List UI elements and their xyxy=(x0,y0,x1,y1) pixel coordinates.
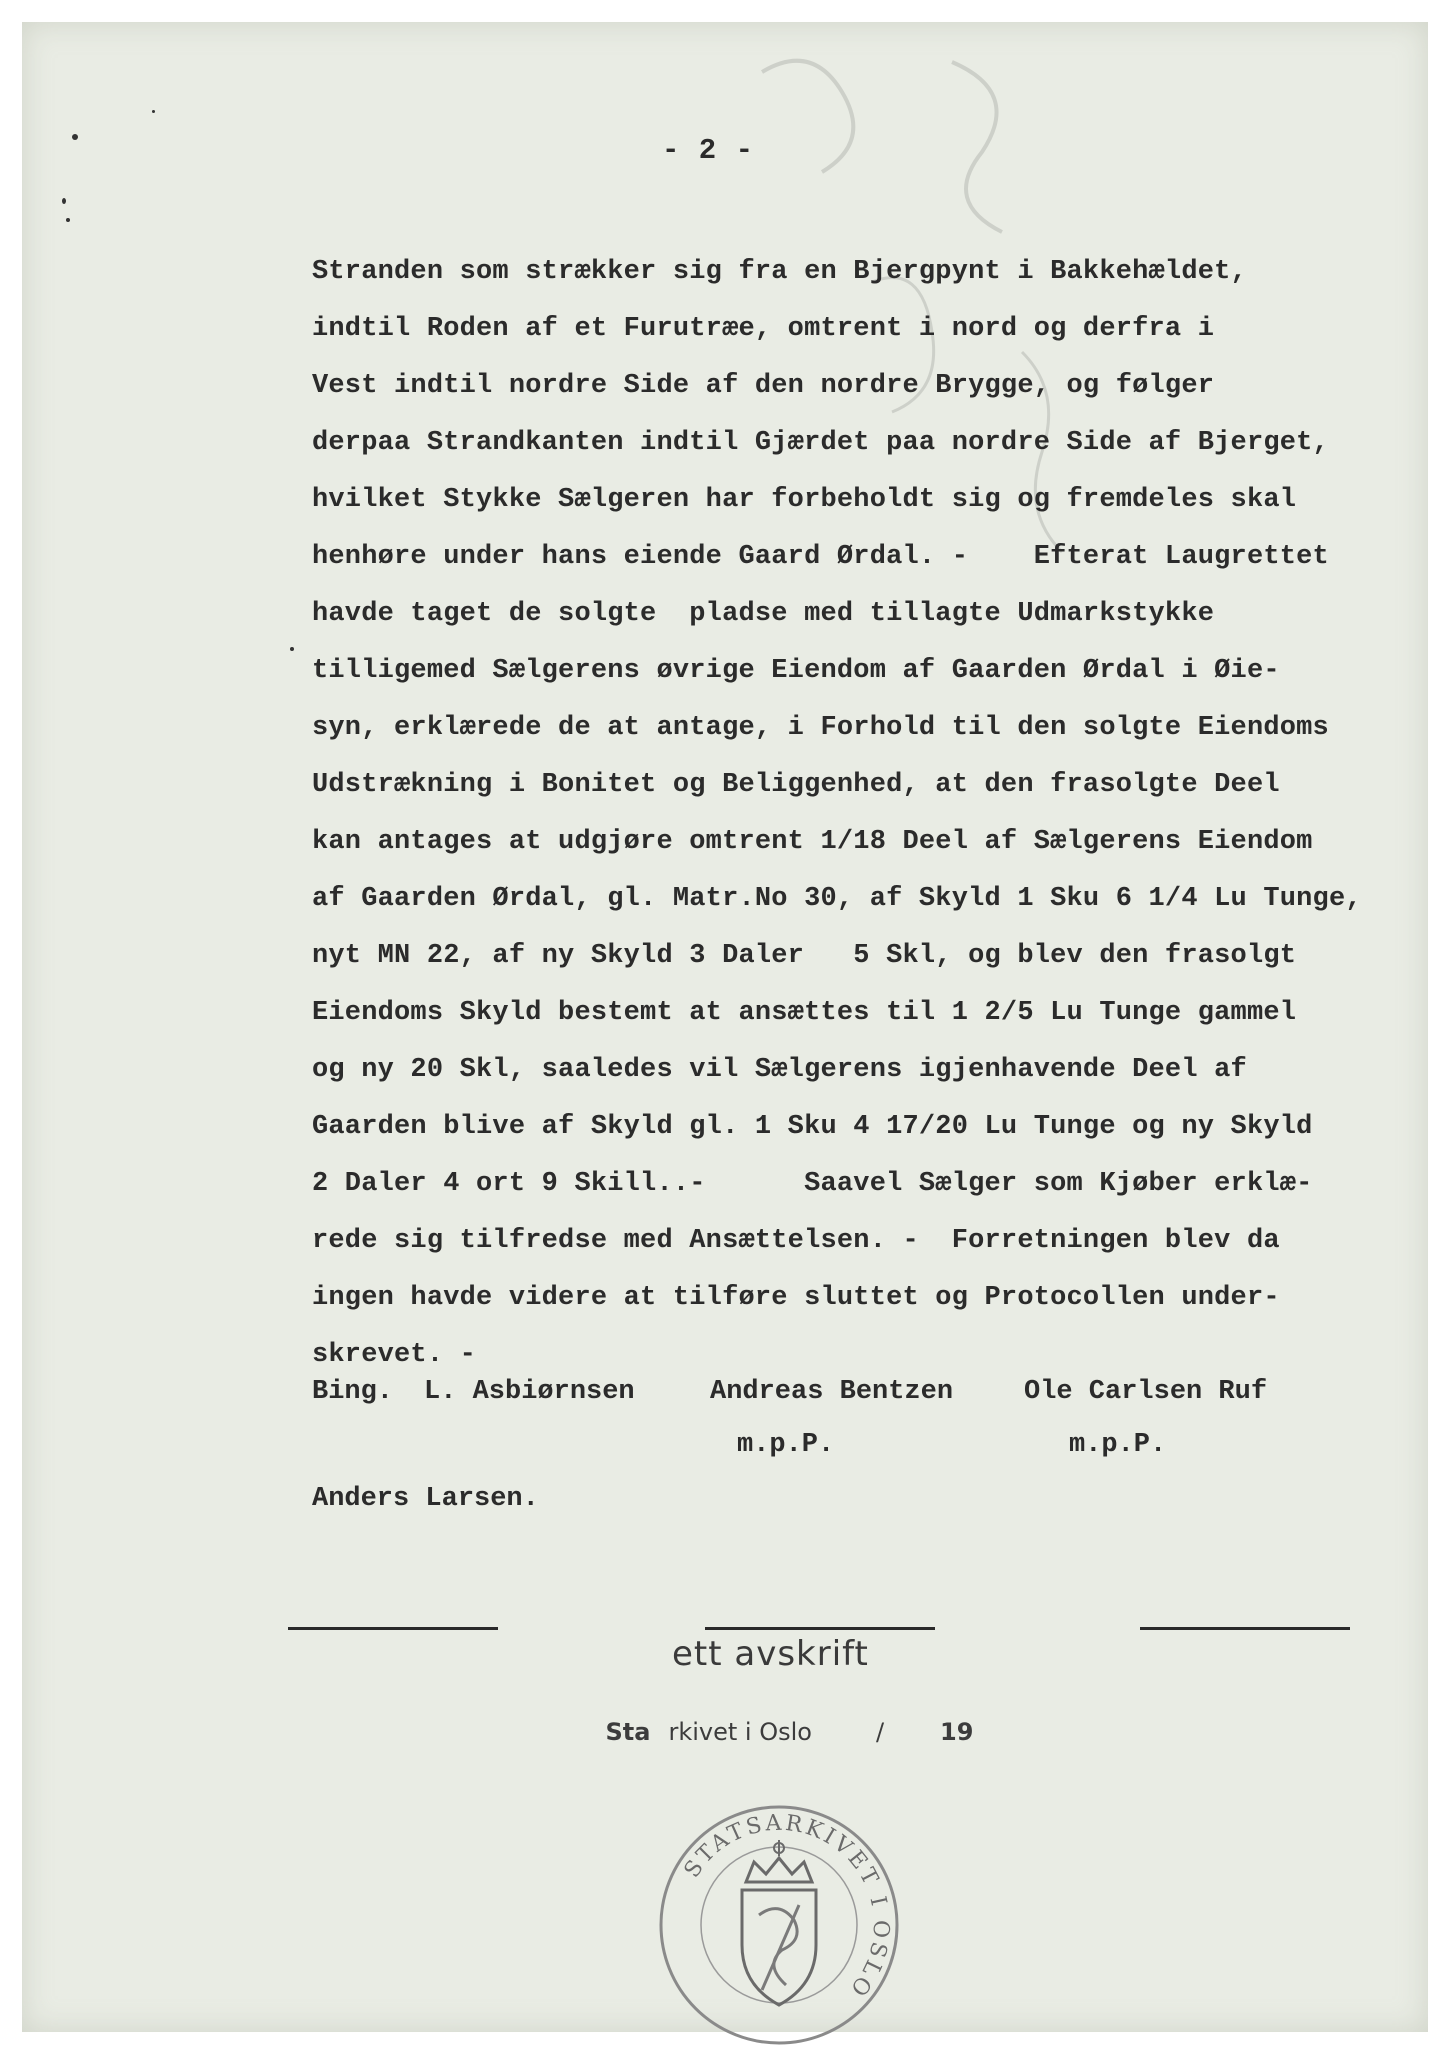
signature-bentzen: Andreas Bentzen xyxy=(710,1377,954,1407)
body-line: Vest indtil nordre Side af den nordre Brygge, og følger xyxy=(312,371,1215,401)
statsarkivet-seal xyxy=(654,1800,904,2050)
signature-ruf: Ole Carlsen Ruf xyxy=(1024,1377,1268,1407)
body-line: af Gaarden Ørdal, gl. Matr.No 30, af Skyld 1 Sku 6 1/4 Lu Tunge, xyxy=(312,884,1362,914)
ink-speck xyxy=(72,134,78,140)
body-line: ingen havde videre at tilføre sluttet og Protocollen under- xyxy=(312,1283,1280,1313)
document-body xyxy=(312,244,1446,1384)
body-line: syn, erklærede de at antage, i Forhold til den solgte Eiendoms xyxy=(312,713,1329,743)
signature-bing: Bing. xyxy=(312,1377,394,1407)
body-line: tilligemed Sælgerens øvrige Eiendom af Gaarden Ørdal i Øie- xyxy=(312,656,1280,686)
body-line: rede sig tilfredse med Ansættelsen. - Forretningen blev da xyxy=(312,1226,1280,1256)
body-line: Eiendoms Skyld bestemt at ansættes til 1 2/5 Lu Tunge gammel xyxy=(312,998,1297,1028)
mpp-bentzen: m.p.P. xyxy=(737,1430,835,1460)
body-line: Udstrækning i Bonitet og Beliggenhed, at den frasolgte Deel xyxy=(312,770,1280,800)
signature-row xyxy=(312,1377,1412,1437)
ink-speck xyxy=(66,218,70,222)
body-line: Gaarden blive af Skyld gl. 1 Sku 4 17/20 Lu Tunge og ny Skyld xyxy=(312,1112,1313,1142)
page-number: - 2 - xyxy=(662,134,755,167)
seal-text: STATSARKIVET I OSLO xyxy=(679,1810,894,2003)
copy-stamp-line xyxy=(575,1690,973,1774)
stamp-slash: / xyxy=(875,1718,885,1746)
stamp-year: 19 xyxy=(940,1718,974,1746)
stamp-prefix: Sta xyxy=(605,1718,651,1746)
ink-speck xyxy=(152,110,155,113)
signature-larsen: Anders Larsen. xyxy=(312,1484,539,1514)
crown-icon xyxy=(746,1858,812,1882)
stamp-archive: rkivet i Oslo xyxy=(668,1718,812,1746)
copy-stamp-title: ett avskrift xyxy=(672,1634,869,1674)
body-line: Stranden som strækker sig fra en Bjergpynt i Bakkehældet, xyxy=(312,257,1247,287)
mpp-ruf: m.p.P. xyxy=(1069,1430,1167,1460)
body-line: skrevet. - xyxy=(312,1340,477,1370)
divider-right xyxy=(1140,1627,1350,1630)
body-line: indtil Roden af et Furutræe, omtrent i nord og derfra i xyxy=(312,314,1215,344)
signature-asbiornsen: L. Asbiørnsen xyxy=(424,1377,635,1407)
body-line: nyt MN 22, af ny Skyld 3 Daler 5 Skl, og blev den frasolgt xyxy=(312,941,1297,971)
body-line: og ny 20 Skl, saaledes vil Sælgerens igjenhavende Deel af xyxy=(312,1055,1247,1085)
ink-speck xyxy=(290,647,294,651)
body-line: derpaa Strandkanten indtil Gjærdet paa nordre Side af Bjerget, xyxy=(312,428,1329,458)
body-line: henhøre under hans eiende Gaard Ørdal. - Efterat Laugrettet xyxy=(312,542,1329,572)
divider-center xyxy=(705,1627,935,1630)
ink-speck xyxy=(62,198,66,204)
body-line: kan antages at udgjøre omtrent 1/18 Deel af Sælgerens Eiendom xyxy=(312,827,1313,857)
body-line: hvilket Stykke Sælgeren har forbeholdt sig og fremdeles skal xyxy=(312,485,1297,515)
document-page xyxy=(22,22,1428,2032)
divider-left xyxy=(288,1627,498,1630)
body-line: 2 Daler 4 ort 9 Skill..- Saavel Sælger som Kjøber erklæ- xyxy=(312,1169,1313,1199)
body-line: havde taget de solgte pladse med tillagte Udmarkstykke xyxy=(312,599,1215,629)
